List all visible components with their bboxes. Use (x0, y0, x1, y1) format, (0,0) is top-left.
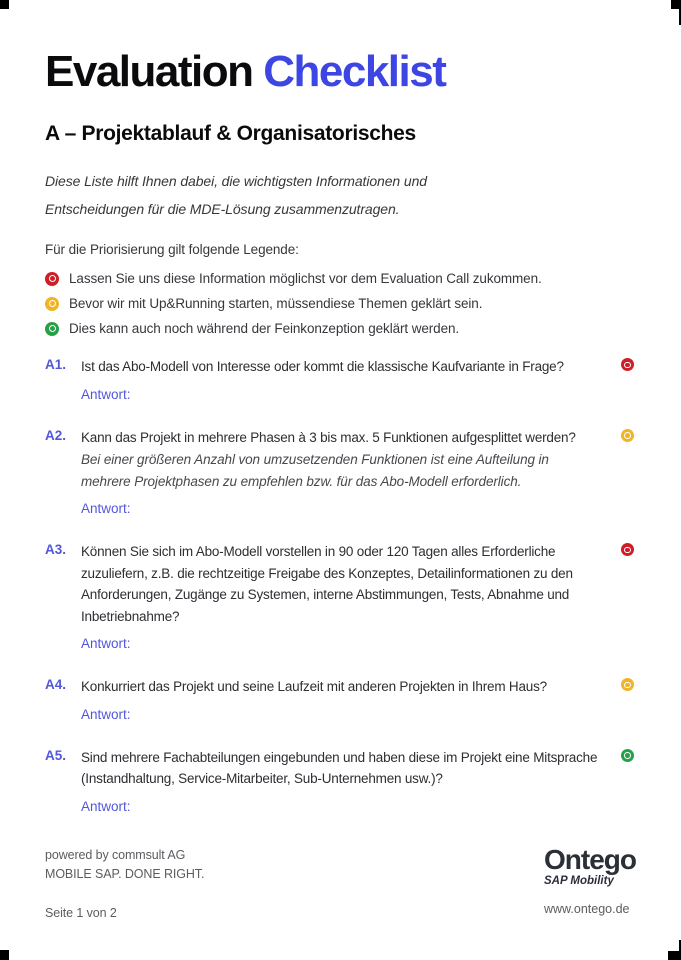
question-row (45, 427, 636, 519)
question-note: Bei einer größeren Anzahl von umzusetzenden Funktionen ist eine Aufteilung in mehrere Projektphasen zu empfehlen bzw. für das Abo-Modell erforderlich. (81, 452, 549, 489)
question-id: A3. (45, 542, 67, 558)
website-link[interactable]: www.ontego.de (544, 902, 630, 916)
section-title: A – Projektablauf & Organisatorisches (45, 122, 416, 146)
legend-item (45, 271, 636, 286)
question-row (45, 541, 636, 653)
question-row (45, 676, 636, 724)
footer-left (45, 846, 204, 920)
ontego-logo: Ontego (544, 844, 636, 875)
legend-heading: Für die Priorisierung gilt folgende Legende: (45, 242, 299, 258)
question-id: A2. (45, 427, 67, 443)
intro-text: Diese Liste hilft Ihnen dabei, die wichtigsten Informationen und Entscheidungen für die MDE-Lösung zusammenzutragen. (45, 173, 427, 218)
crop-mark-top-left (0, 0, 9, 9)
footer-right (544, 846, 636, 918)
legend-list (45, 271, 636, 336)
question-body (81, 427, 613, 519)
question-list (45, 356, 636, 816)
question-text: Ist das Abo-Modell von Interesse oder kommt die klassische Kaufvariante in Frage? (81, 359, 564, 375)
answer-link[interactable]: Antwort: (81, 386, 131, 402)
answer-link[interactable]: Antwort: (81, 798, 131, 814)
legend-item (45, 296, 636, 311)
question-row (45, 747, 636, 816)
answer-link[interactable]: Antwort: (81, 636, 131, 652)
priority-dot-icon (621, 543, 634, 556)
legend-item-label: Bevor wir mit Up&Running starten, müssendiese Themen geklärt sein. (69, 296, 483, 312)
legend-item (45, 321, 636, 336)
page-title (45, 48, 636, 96)
footer (45, 846, 636, 920)
priority-dot-icon (621, 429, 634, 442)
question-body (81, 541, 613, 653)
priority-dot-icon (45, 322, 59, 336)
priority-dot-icon (621, 358, 634, 371)
question-id: A1. (45, 357, 67, 373)
question-id: A5. (45, 747, 67, 763)
page-indicator: Seite 1 von 2 (45, 906, 117, 920)
crop-mark-bottom-right (668, 951, 681, 960)
tagline-text: MOBILE SAP. DONE RIGHT. (45, 867, 205, 881)
crop-mark-top-right (671, 0, 681, 9)
question-text: Kann das Projekt in mehrere Phasen à 3 bis max. 5 Funktionen aufgesplittet werden? (81, 429, 576, 445)
question-body (81, 676, 613, 724)
question-text: Können Sie sich im Abo-Modell vorstellen in 90 oder 120 Tagen alles Erforderliche zuzuliefern, z.B. die rechtzeitige Freigabe des Konzeptes, Detailinformationen zu den Anforderungen, Zugänge zu Systemen, interne Abstimmungen, Tests, Abnahme und Inbetriebnahme? (81, 544, 573, 624)
crop-mark-bottom-left (0, 950, 9, 960)
priority-dot-icon (45, 297, 59, 311)
question-body (81, 747, 613, 816)
priority-dot-icon (621, 678, 634, 691)
question-id: A4. (45, 677, 67, 693)
answer-link[interactable]: Antwort: (81, 501, 131, 517)
priority-dot-icon (45, 272, 59, 286)
ontego-logo-subtitle: SAP Mobility (544, 875, 614, 887)
answer-link[interactable]: Antwort: (81, 706, 131, 722)
question-row (45, 356, 636, 404)
page-title-primary: Evaluation (45, 47, 264, 96)
question-text: Sind mehrere Fachabteilungen eingebunden und haben diese im Projekt eine Mitsprache (Instandhaltung, Service-Mitarbeiter, Sub-Unternehmen usw.)? (81, 749, 598, 787)
question-text: Konkurriert das Projekt und seine Laufzeit mit anderen Projekten in Ihrem Haus? (81, 679, 547, 695)
page-title-accent: Checklist (263, 47, 446, 96)
legend-item-label: Lassen Sie uns diese Information möglichst vor dem Evaluation Call zukommen. (69, 271, 542, 287)
legend-item-label: Dies kann auch noch während der Feinkonzeption geklärt werden. (69, 321, 460, 337)
powered-by-text: powered by commsult AG (45, 848, 186, 862)
question-body (81, 356, 613, 404)
priority-dot-icon (621, 749, 634, 762)
